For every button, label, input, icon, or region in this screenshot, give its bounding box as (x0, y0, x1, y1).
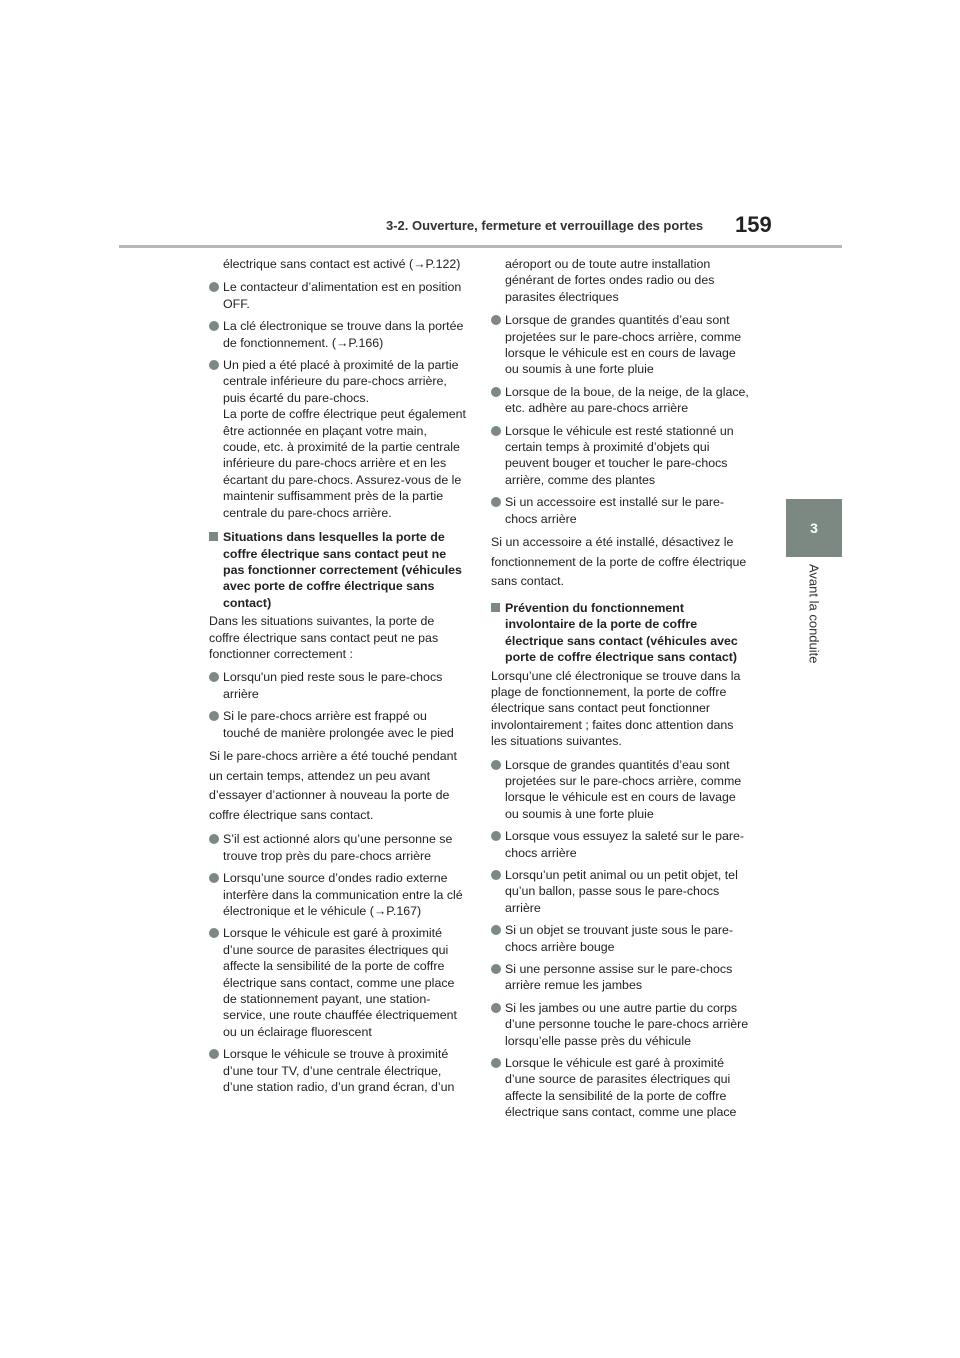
list-item-text: Lorsqu'un pied reste sous le pare-chocs arrière (223, 670, 443, 701)
bullet-icon (491, 497, 501, 507)
section-intro: Lorsqu’une clé électronique se trouve dans la plage de fonctionnement, la porte de coffre électrique sans contact peut fonctionner involontairement ; faites donc attention dans les situations suivantes. (491, 668, 741, 749)
list-item (491, 423, 749, 489)
list-item-text: Lorsque le véhicule se trouve à proximité d’une tour TV, d’une centrale électrique, d’une station radio, d’un grand écran, d’un (223, 1047, 455, 1095)
list-item (491, 757, 749, 823)
bullet-icon (209, 873, 219, 883)
chapter-tab-label (786, 564, 842, 674)
list-item (209, 669, 467, 702)
list-item-text: Le contacteur d’alimentation est en position OFF. (223, 280, 462, 311)
list-item-text: Lorsque le véhicule est garé à proximité d’une source de parasites électriques qui affecte la sensibilité de la porte de coffre électrique sans contact, comme une place de stationnement payant, une station-service, une route chauffée électriquement ou un éclairage fluorescent (223, 926, 457, 1039)
list-item-text: Lorsqu’une source d’ondes radio externe interfère dans la communication entre la clé électronique et le véhicule (→P.167) (223, 871, 463, 918)
list-item (491, 867, 749, 916)
bullet-icon (491, 925, 501, 935)
note-paragraph: Si un accessoire a été installé, désactivez le fonctionnement de la porte de coffre électrique sans contact. (491, 535, 747, 589)
list-item (491, 828, 749, 861)
bullet-icon (209, 321, 219, 331)
list-item-text: Lorsque vous essuyez la saleté sur le pare-chocs arrière (505, 829, 744, 860)
list-item (209, 925, 467, 1040)
chapter-section-title: 3-2. Ouverture, fermeture et verrouillage des portes (386, 218, 704, 233)
bullet-icon (491, 387, 501, 397)
header-divider (119, 245, 842, 248)
note-paragraph: Si le pare-chocs arrière a été touché pendant un certain temps, attendez un peu avant d’essayer d’actionner à nouveau la porte de coffre électrique sans contact. (209, 748, 457, 822)
bullet-icon (491, 1058, 501, 1068)
list-item (209, 318, 467, 351)
bullet-icon (209, 711, 219, 721)
continued-paragraph: électrique sans contact est activé (→P.122) (223, 257, 461, 271)
list-item-text: Si un accessoire est installé sur le pare-chocs arrière (505, 495, 725, 526)
list-item (209, 357, 467, 521)
page-number: 159 (735, 212, 772, 237)
section-heading (209, 529, 467, 611)
chapter-tab-number: 3 (786, 499, 842, 557)
list-item (209, 708, 467, 741)
list-item (491, 922, 749, 955)
list-item (209, 870, 467, 919)
list-item-text: Si une personne assise sur le pare-chocs arrière remue les jambes (505, 962, 733, 993)
bullet-icon (491, 315, 501, 325)
continued-paragraph: aéroport ou de toute autre installation générant de fortes ondes radio ou des parasites électriques (505, 257, 715, 304)
bullet-icon (491, 760, 501, 770)
list-item-note: La porte de coffre électrique peut également être actionnée en plaçant votre main, coude, etc. à proximité de la partie centrale inférieure du pare-chocs arrière et en les écartant du pare-chocs. Assurez-vous de le maintenir suffisamment près de la partie centrale du pare-chocs arrière. (223, 407, 466, 520)
right-column (491, 256, 749, 1127)
list-item (209, 279, 467, 312)
list-item-text: Lorsqu’un petit animal ou un petit objet, tel qu’un ballon, passe sous le pare-chocs arrière (505, 867, 738, 915)
bullet-icon (209, 1049, 219, 1059)
list-item-text: La clé électronique se trouve dans la portée de fonctionnement. (→P.166) (223, 319, 464, 350)
list-item (491, 1000, 749, 1049)
list-item-text: Un pied a été placé à proximité de la partie centrale inférieure du pare-chocs arrière, puis écarté du pare-chocs. (223, 358, 459, 405)
bullet-icon (491, 426, 501, 436)
list-item (491, 1055, 749, 1121)
list-item (209, 831, 467, 864)
left-column (209, 256, 467, 1101)
bullet-icon (209, 282, 219, 292)
bullet-icon (491, 870, 501, 880)
section-heading-text: Prévention du fonctionnement involontaire de la porte de coffre électrique sans contact (véhicules avec porte de coffre électrique sans contact) (505, 600, 738, 665)
list-item-text: Si les jambes ou une autre partie du corps d’une personne touche le pare-chocs arrière lorsqu’elle passe près du véhicule (505, 1000, 749, 1048)
chapter-tab-label-text: Avant la conduite (806, 564, 822, 664)
list-item-text: Lorsque le véhicule est garé à proximité d’une source de parasites électriques qui affecte la sensibilité de la porte de coffre électrique sans contact, comme une place (505, 1056, 737, 1120)
section-heading-text: Situations dans lesquelles la porte de coffre électrique sans contact peut ne pas fonctionner correctement (véhicules avec porte de coffre électrique sans contact) (223, 530, 462, 610)
bullet-icon (209, 928, 219, 938)
list-item-text: Lorsque de grandes quantités d’eau sont projetées sur le pare-chocs arrière, comme lorsque le véhicule est en cours de lavage ou soumis à une forte pluie (505, 757, 742, 821)
square-bullet-icon (491, 603, 500, 612)
list-item (491, 384, 749, 417)
list-item-text: Lorsque de grandes quantités d’eau sont projetées sur le pare-chocs arrière, comme lorsque le véhicule est en cours de lavage ou soumis à une forte pluie (505, 313, 742, 377)
bullet-icon (491, 964, 501, 974)
bullet-icon (209, 834, 219, 844)
section-heading (491, 600, 749, 666)
list-item-text: S’il est actionné alors qu’une personne se trouve trop près du pare-chocs arrière (223, 832, 453, 863)
list-item (209, 1046, 467, 1095)
list-item-text: Lorsque de la boue, de la neige, de la glace, etc. adhère au pare-chocs arrière (505, 384, 749, 416)
list-item-text: Si le pare-chocs arrière est frappé ou touché de manière prolongée avec le pied (223, 709, 454, 740)
bullet-icon (209, 672, 219, 682)
square-bullet-icon (209, 532, 218, 541)
section-intro: Dans les situations suivantes, la porte de coffre électrique sans contact peut ne pas fonctionner correctement : (209, 614, 439, 661)
list-item (491, 494, 749, 527)
list-item-text: Lorsque le véhicule est resté stationné un certain temps à proximité d’objets qui peuvent bouger et toucher le pare-chocs arrière, comme des plantes (505, 423, 734, 487)
bullet-icon (491, 831, 501, 841)
list-item-text: Si un objet se trouvant juste sous le pare-chocs arrière bouge (505, 923, 733, 954)
list-item (491, 961, 749, 994)
bullet-icon (209, 360, 219, 370)
bullet-icon (491, 1003, 501, 1013)
list-item (491, 312, 749, 378)
